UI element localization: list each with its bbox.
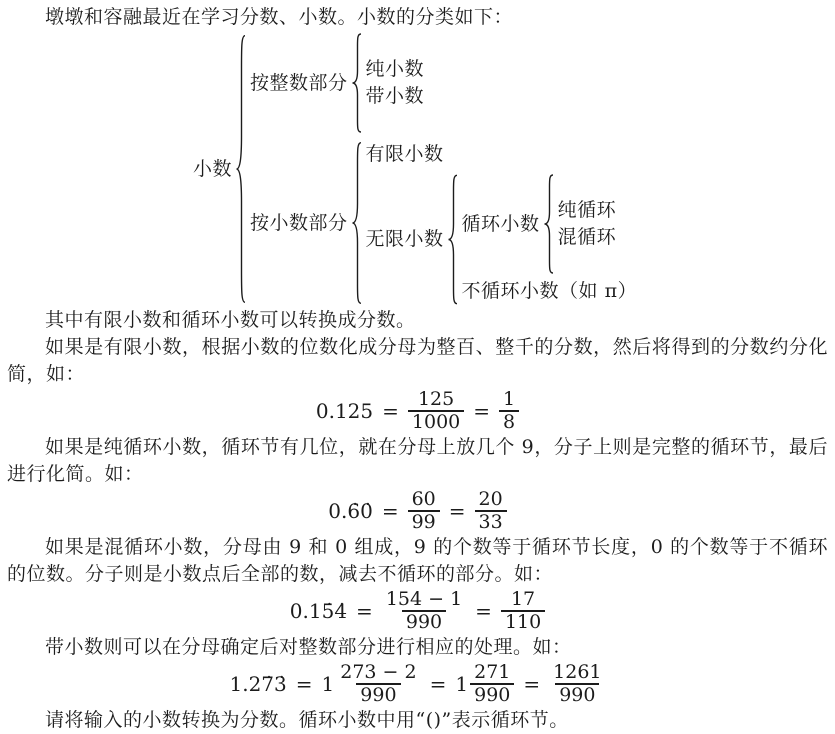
fraction [501,589,545,632]
leaf-mixed-number-decimal: 带小数 [365,85,425,107]
curly-brace-icon [235,33,247,305]
formula-mixed-number-example [7,662,828,706]
fraction-numerator: 271 [474,661,511,684]
fraction-numerator: 60 [411,488,436,511]
branch-integer-label: 按整数部分 [250,71,348,94]
equals-sign: = [523,671,541,696]
fraction-numerator: 125 [417,388,455,411]
formula-mixed-repeating-example [7,589,828,633]
curly-brace-icon [447,174,459,305]
pure-repeating-rule-paragraph: 如果是纯循环小数，循环节有几位，就在分母上放几个 9，分子上则是完整的循环节，最后进行化简。如： [7,436,828,485]
fraction-numerator: 273 − 2 [340,661,417,684]
convertible-paragraph: 其中有限小数和循环小数可以转换成分数。 [45,309,416,331]
fraction-denominator: 990 [555,683,599,706]
branch-integer-part [250,33,637,133]
fraction-denominator: 99 [408,510,440,533]
fraction [336,662,420,705]
leaf-mixed-repeating: 混循环 [557,226,617,248]
fraction-denominator: 990 [470,683,514,706]
formula-finite-example [7,389,828,433]
fraction-denominator: 990 [356,683,400,706]
fraction-denominator: 110 [501,610,545,633]
fraction [408,489,440,532]
equals-sign: = [429,671,447,696]
curly-brace-icon [543,174,555,274]
formula-lhs: 0.6̇0̇ [328,498,373,523]
leaf-pure-repeating: 纯循环 [557,199,617,221]
equals-sign: = [473,398,491,423]
equals-sign: = [448,498,466,523]
branch-repeating-decimal [462,174,638,274]
finite-rule-paragraph: 如果是有限小数，根据小数的位数化成分母为整百、整千的分数，然后将得到的分数约分化简，如： [7,336,828,385]
branch-integer-children [366,56,425,110]
tree-root-row [193,33,828,305]
formula-lhs: 1.27̇3̇ [229,671,287,696]
fraction-numerator: 20 [478,488,503,511]
leaf-non-repeating: 不循环小数（如 π） [461,280,638,302]
branch-repeating-label: 循环小数 [461,212,540,235]
fraction [549,662,605,705]
intro-paragraph: 墩墩和容融最近在学习分数、小数。小数的分类如下： [45,6,514,28]
fraction [408,389,464,432]
fraction-numerator: 1 [503,388,516,411]
equals-sign: = [381,498,399,523]
tree-root-label: 小数 [193,157,233,180]
branch-infinite-label: 无限小数 [365,228,444,250]
task-paragraph: 请将输入的小数转换为分数。循环小数中用“()”表示循环节。 [45,709,569,731]
fraction [470,662,514,705]
curly-brace-icon [351,33,363,133]
fraction-numerator: 154 − 1 [385,588,463,611]
fraction-denominator: 8 [499,410,519,433]
branch-repeating-children [558,197,617,251]
mixed-number [455,662,514,705]
equals-sign: = [356,598,373,623]
decimal-classification-diagram [193,33,828,305]
formula-lhs: 0.15̇4̇ [289,598,348,623]
tree-root-children [250,33,637,305]
mixed-number [322,662,421,705]
formula-lhs: 0.125 [315,398,374,423]
integer-part: 1 [455,671,469,696]
fraction-denominator: 990 [402,610,446,633]
equals-sign: = [382,398,399,423]
fraction-numerator: 17 [510,588,536,611]
equals-sign: = [295,671,313,696]
fraction-denominator: 33 [475,510,507,533]
branch-decimal-part [250,141,637,305]
branch-decimal-children [366,141,638,305]
leaf-finite-decimal: 有限小数 [365,143,444,165]
curly-brace-icon [351,141,363,305]
leaf-pure-decimal: 纯小数 [365,58,425,80]
branch-infinite-children [462,174,638,305]
integer-part: 1 [321,671,335,696]
branch-infinite-decimal [366,174,638,305]
fraction [499,389,519,432]
fraction-numerator: 1261 [553,661,602,684]
branch-decimal-label: 按小数部分 [250,211,348,234]
mixed-repeating-rule-paragraph: 如果是混循环小数，分母由 9 和 0 组成，9 的个数等于循环节长度，0 的个数等于不循环的位数。分子则是小数点后全部的数，减去不循环的部分。如： [7,536,828,585]
fraction [382,589,466,632]
formula-pure-repeating-example [7,489,828,533]
mixed-number-rule-paragraph: 带小数则可以在分母确定后对整数部分进行相应的处理。如： [45,636,572,658]
fraction [475,489,507,532]
fraction-denominator: 1000 [408,410,464,433]
equals-sign: = [475,598,492,623]
